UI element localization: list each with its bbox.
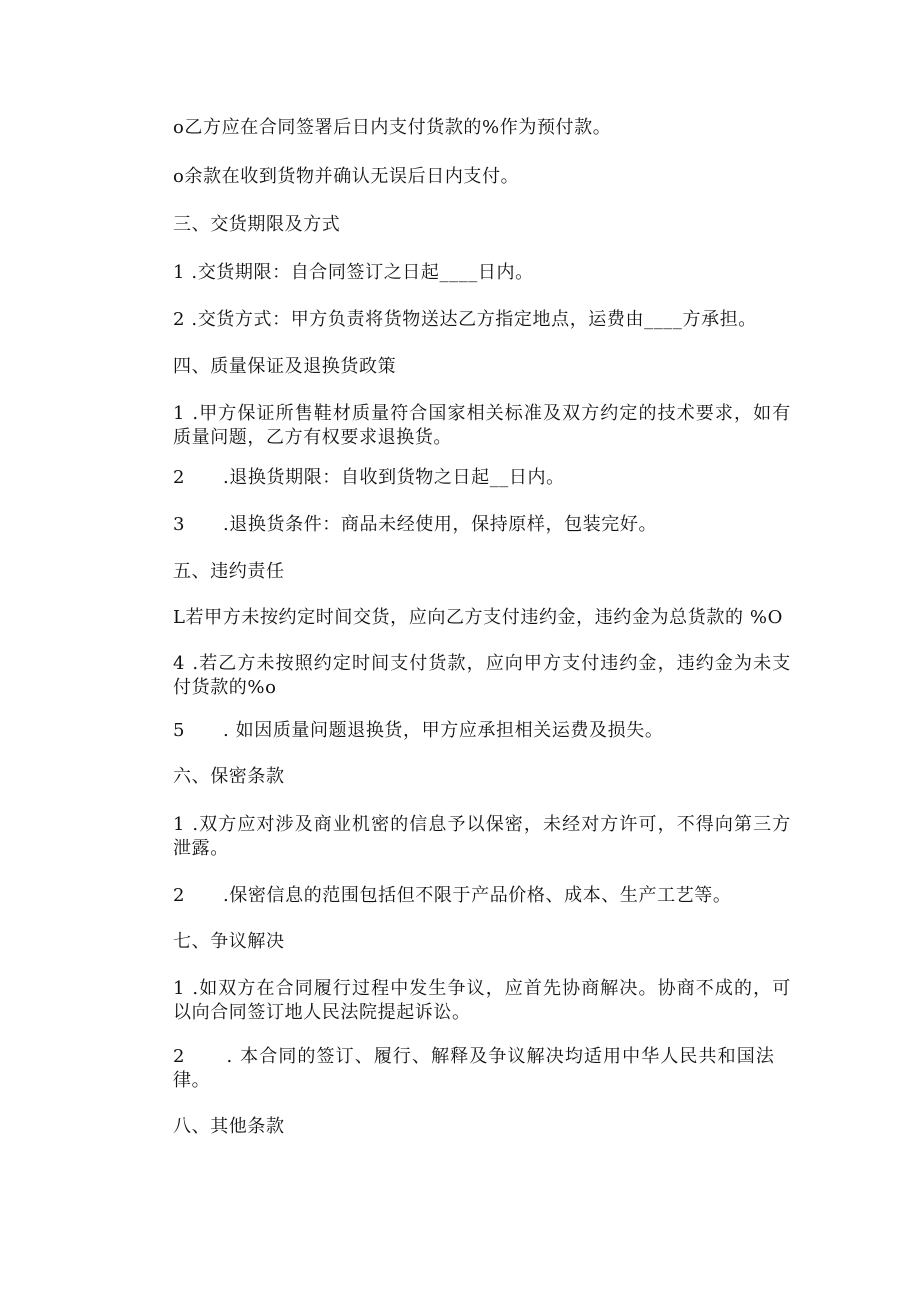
clause-governing-law: 2 . 本合同的签订、履行、解释及争议解决均适用中华人民共和国法 — [173, 1046, 775, 1067]
clause-return-conditions: 3 .退换货条件：商品未经使用，保持原样，包装完好。 — [173, 514, 658, 535]
clause-confidentiality: 1 .双方应对涉及商业机密的信息予以保密，未经对方许可，不得向第三方 — [173, 814, 792, 835]
section-heading-breach: 五、违约责任 — [173, 561, 285, 582]
clause-return-period: 2 .退换货期限：自收到货物之日起__日内。 — [173, 467, 565, 488]
clause-prepayment: o乙方应在合同签署后日内支付货款的%作为预付款。 — [173, 117, 612, 138]
clause-buyer-breach-cont: 付货款的%o — [173, 677, 277, 698]
clause-seller-breach: L若甲方未按约定时间交货，应向乙方支付违约金，违约金为总货款的 %O — [173, 607, 783, 628]
clause-delivery-method: 2 .交货方式：甲方负责将货物送达乙方指定地点，运费由____方承担。 — [173, 309, 757, 330]
clause-confidentiality-cont: 泄露。 — [173, 838, 229, 859]
section-heading-dispute: 七、争议解决 — [173, 931, 285, 952]
clause-dispute-resolution-cont: 以向合同签订地人民法院提起诉讼。 — [173, 1002, 471, 1023]
clause-governing-law-cont: 律。 — [173, 1070, 211, 1091]
clause-dispute-resolution: 1 .如双方在合同履行过程中发生争议，应首先协商解决。协商不成的，可 — [173, 978, 792, 999]
clause-delivery-period: 1 .交货期限：自合同签订之日起____日内。 — [173, 262, 534, 283]
clause-confidentiality-scope: 2 .保密信息的范围包括但不限于产品价格、成本、生产工艺等。 — [173, 885, 732, 906]
clause-balance: o余款在收到货物并确认无误后日内支付。 — [173, 166, 520, 187]
section-heading-quality: 四、质量保证及退换货政策 — [173, 356, 397, 377]
section-heading-other: 八、其他条款 — [173, 1116, 285, 1137]
clause-quality-guarantee-cont: 质量问题，乙方有权要求退换货。 — [173, 427, 452, 448]
section-heading-delivery: 三、交货期限及方式 — [173, 214, 341, 235]
clause-buyer-breach: 4 .若乙方未按照约定时间支付货款，应向甲方支付违约金，违约金为未支 — [173, 653, 792, 674]
clause-quality-return-costs: 5 . 如因质量问题退换货，甲方应承担相关运费及损失。 — [173, 720, 664, 741]
section-heading-confidentiality: 六、保密条款 — [173, 766, 285, 787]
clause-quality-guarantee: 1 .甲方保证所售鞋材质量符合国家相关标准及双方约定的技术要求，如有 — [173, 403, 792, 424]
